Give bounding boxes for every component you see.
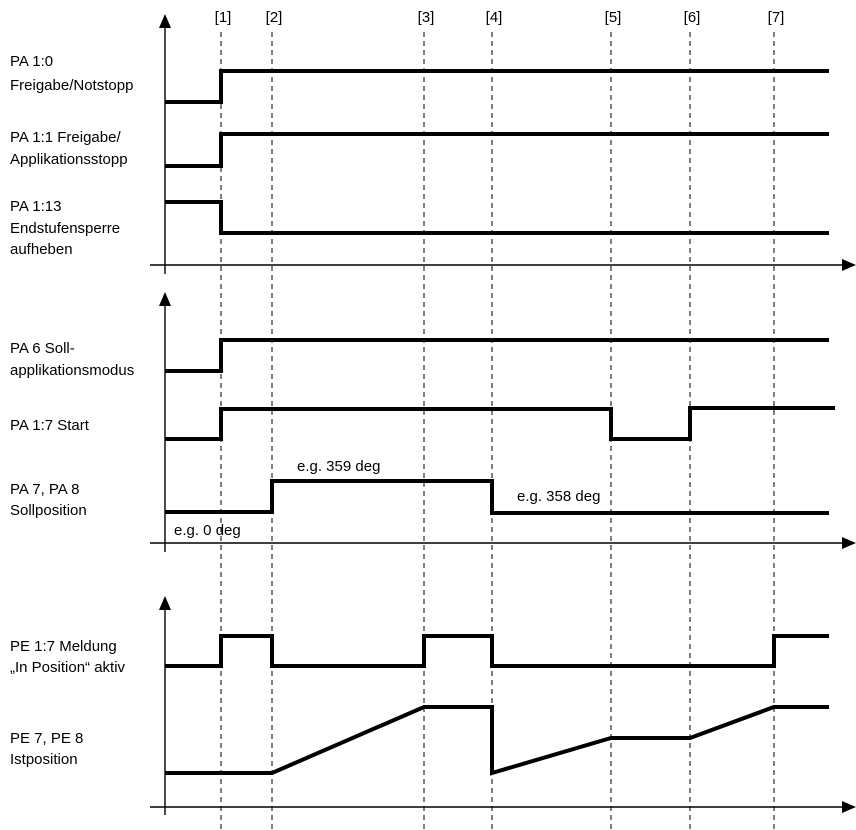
signal-label-pa-1-13: PA 1:13 Endstufensperre aufheben: [10, 198, 121, 258]
panel-2: [10, 292, 856, 552]
panel-3: [10, 596, 856, 815]
waveform-pa-6: [165, 340, 829, 371]
waveform-pa-1-0: [165, 71, 829, 102]
event-marker-4: [4]: [485, 9, 503, 26]
waveform-pa-1-13: [165, 202, 829, 233]
annotation-358-deg: e.g. 358 deg: [517, 488, 601, 505]
waveform-pe-1-7: [165, 636, 829, 666]
panel-3-y-arrow: [159, 596, 171, 610]
event-markers: [215, 9, 785, 26]
panel-1-x-arrow: [842, 259, 856, 271]
event-marker-6: [6]: [683, 9, 701, 26]
annotation-0-deg: e.g. 0 deg: [174, 522, 241, 539]
waveform-pa-1-1: [165, 134, 829, 166]
event-marker-5: [5]: [604, 9, 622, 26]
panel-1-y-arrow: [159, 14, 171, 28]
event-marker-1: [1]: [214, 9, 232, 26]
waveform-pe-7-pe-8: [165, 707, 829, 773]
signal-label-pa-1-1: PA 1:1 Freigabe/ Applikationsstopp: [10, 129, 128, 168]
event-marker-2: [2]: [265, 9, 283, 26]
event-marker-7: [7]: [767, 9, 785, 26]
signal-label-pa-1-7: PA 1:7 Start: [10, 417, 89, 434]
signal-label-pa-7-pa-8: PA 7, PA 8 Sollposition: [10, 481, 87, 519]
signal-label-pa-6: PA 6 Soll- applikationsmodus: [10, 340, 135, 379]
waveform-pa-1-7: [165, 408, 835, 439]
annotation-359-deg: e.g. 359 deg: [297, 458, 381, 475]
event-marker-3: [3]: [417, 9, 435, 26]
signal-label-pa-1-0: PA 1:0 Freigabe/Notstopp: [10, 53, 134, 94]
waveform-pa-7-pa-8: [165, 481, 829, 513]
signal-label-pe-7-pe-8: PE 7, PE 8 Istposition: [10, 730, 84, 768]
panel-2-x-arrow: [842, 537, 856, 549]
panel-3-x-arrow: [842, 801, 856, 813]
panel-2-y-arrow: [159, 292, 171, 306]
panel-1: [10, 14, 856, 274]
signal-label-pe-1-7: PE 1:7 Meldung „In Position“ aktiv: [10, 638, 126, 676]
